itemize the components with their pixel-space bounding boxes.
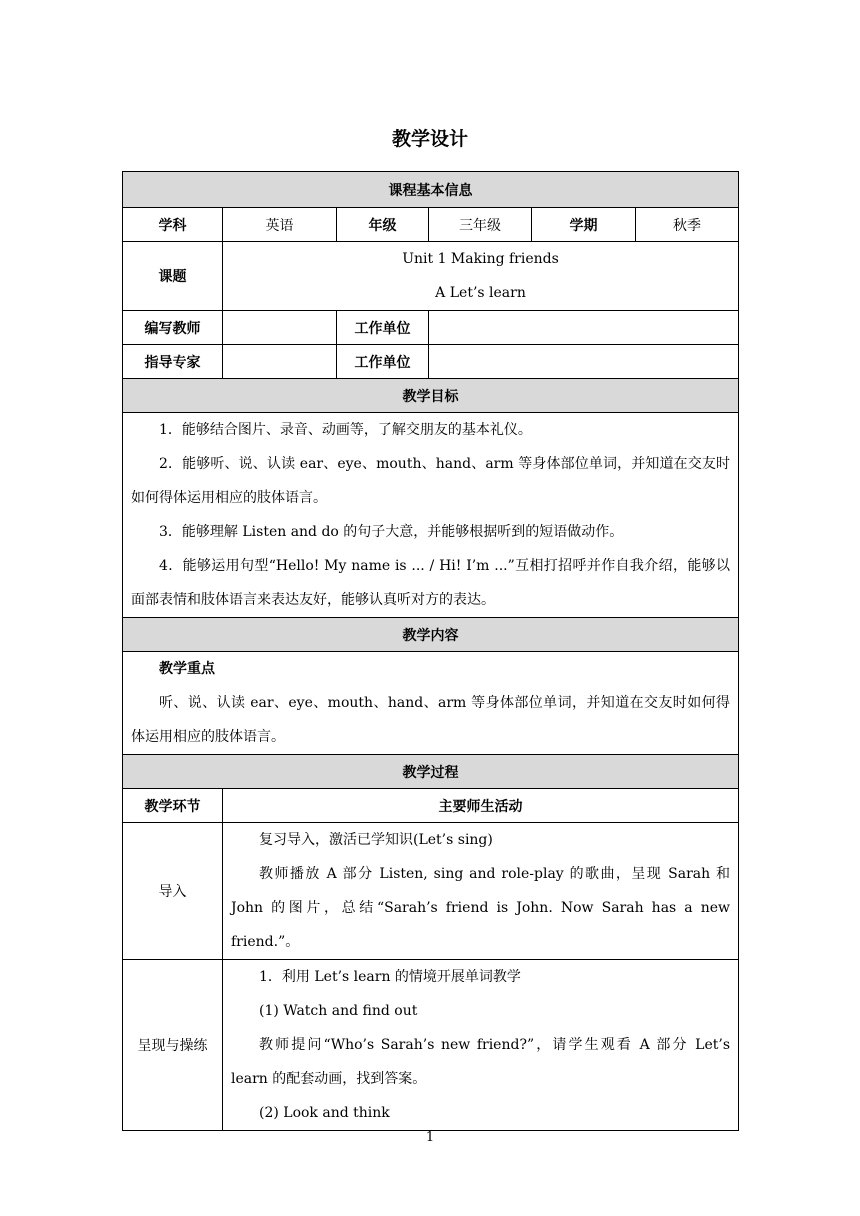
document-title: 教学设计 (391, 128, 468, 150)
section-header-process: 教学过程 (123, 755, 739, 789)
teacher-value (223, 311, 337, 345)
topic-row (123, 242, 739, 311)
work-unit2-label: 工作单位 (337, 345, 429, 379)
grade-value: 三年级 (429, 208, 532, 242)
work-unit2-value (429, 345, 739, 379)
work-unit-value (429, 311, 739, 345)
work-unit-label: 工作单位 (337, 311, 429, 345)
section-header-basic-info: 课程基本信息 (123, 172, 739, 208)
section-header-content: 教学内容 (123, 618, 739, 652)
process-stage-header: 教学环节 (123, 789, 223, 823)
grade-label: 年级 (337, 208, 429, 242)
page-number: 1 (425, 1130, 435, 1145)
expert-label: 指导专家 (123, 345, 223, 379)
process-practice-line-1: 1．利用 Let’s learn 的情境开展单词教学 (259, 969, 521, 985)
section-header-goals: 教学目标 (123, 379, 739, 413)
content-body-row (123, 652, 739, 755)
process-stage-practice: 呈现与操练 (123, 960, 223, 1131)
topic-label: 课题 (123, 242, 223, 311)
process-row-intro (123, 823, 739, 960)
term-value: 秋季 (636, 208, 739, 242)
process-practice-line-3: 教师提问“Who’s Sarah’s new friend?”，请学生观看 A 部分 Let’s learn 的配套动画，找到答案。 (231, 1037, 731, 1087)
goals-body-row (123, 413, 739, 618)
goal-item-3: 3．能够理解 Listen and do 的句子大意，并能够根据听到的短语做动作。 (159, 524, 624, 540)
section-process-row (123, 755, 739, 789)
process-intro-line-1: 复习导入，激活已学知识(Let’s sing) (259, 832, 493, 848)
expert-row (123, 345, 739, 379)
teaching-focus-text: 听、说、认读 ear、eye、mouth、hand、arm 等身体部位单词，并知道在交友时如何得体运用相应的肢体语言。 (131, 695, 731, 745)
process-row-practice (123, 960, 739, 1131)
process-practice-line-2: (1) Watch and find out (259, 1003, 418, 1019)
topic-line-2: A Let’s learn (435, 285, 526, 301)
section-goals-row (123, 379, 739, 413)
subject-grade-term-row (123, 208, 739, 242)
process-stage-intro: 导入 (123, 823, 223, 960)
teaching-focus-label: 教学重点 (159, 661, 215, 677)
process-practice-line-4: (2) Look and think (259, 1105, 390, 1121)
goal-item-2: 2．能够听、说、认读 ear、eye、mouth、hand、arm 等身体部位单词，并知道在交友时如何得体运用相应的肢体语言。 (131, 456, 731, 506)
goal-item-4: 4．能够运用句型“Hello! My name is ... / Hi! I’m ...”互相打招呼并作自我介绍，能够以面部表情和肢体语言来表达友好，能够认真听对方的表达。 (131, 558, 731, 608)
subject-label: 学科 (123, 208, 223, 242)
teacher-label: 编写教师 (123, 311, 223, 345)
term-label: 学期 (532, 208, 636, 242)
subject-value: 英语 (223, 208, 337, 242)
section-content-row (123, 618, 739, 652)
goal-item-1: 1．能够结合图片、录音、动画等，了解交朋友的基本礼仪。 (159, 422, 532, 438)
teacher-row (123, 311, 739, 345)
process-intro-line-2: 教师播放 A 部分 Listen, sing and role-play 的歌曲，呈现 Sarah 和 John 的图片，总结“Sarah’s friend is John. Now Sarah has a new friend.”。 (231, 866, 731, 950)
process-activity-header: 主要师生活动 (223, 789, 739, 823)
expert-value (223, 345, 337, 379)
process-header-row (123, 789, 739, 823)
section-basic-info-row (123, 172, 739, 208)
lesson-plan-table (122, 171, 739, 1131)
topic-line-1: Unit 1 Making friends (402, 251, 559, 267)
